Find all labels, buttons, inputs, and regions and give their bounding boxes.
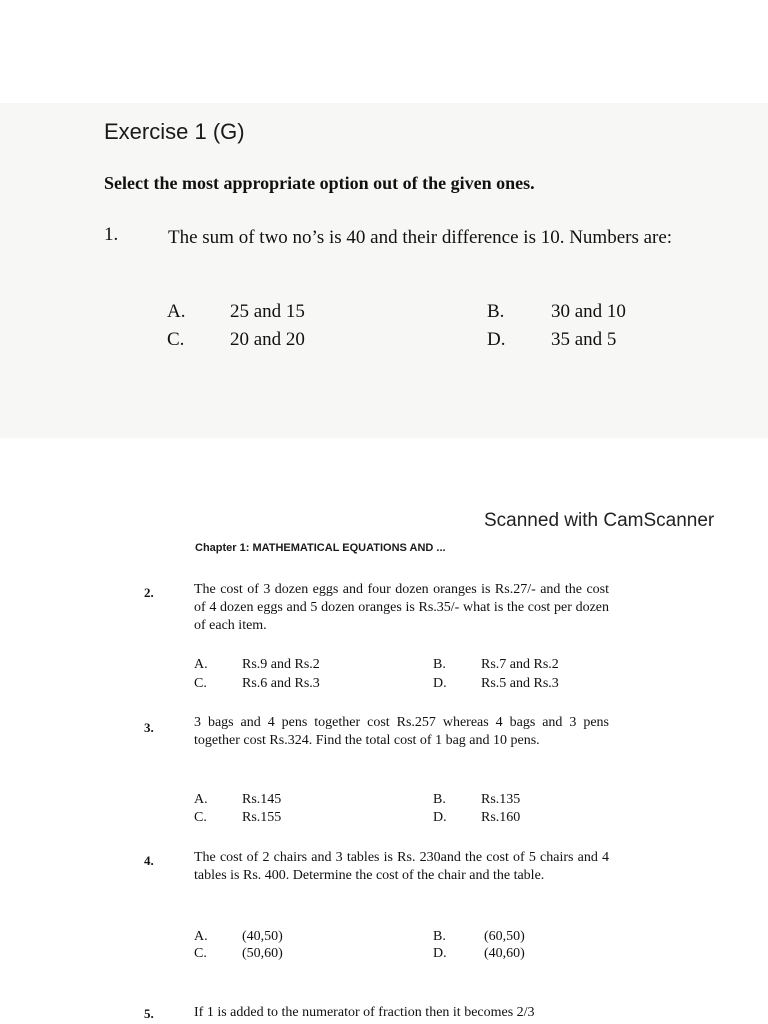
q3-option-d-letter: D. xyxy=(433,810,447,825)
q2-option-c-value: Rs.6 and Rs.3 xyxy=(242,676,320,691)
question-3-text: 3 bags and 4 pens together cost Rs.257 whereas 4 bags and 3 pens together cost Rs.324. Find the total cost of 1 bag and 10 pens. xyxy=(194,715,609,748)
q2-option-d-letter: D. xyxy=(433,676,447,691)
q3-option-b-letter: B. xyxy=(433,792,446,807)
q4-option-a-letter: A. xyxy=(194,929,208,944)
question-3-number: 3. xyxy=(144,720,154,735)
exercise-title: Exercise 1 (G) xyxy=(104,119,245,144)
question-1-number: 1. xyxy=(104,224,119,245)
q1-option-c-letter: C. xyxy=(167,329,185,350)
q1-option-a-value: 25 and 15 xyxy=(230,301,305,322)
camscanner-watermark: Scanned with CamScanner xyxy=(484,510,715,531)
q4-option-c-value: (50,60) xyxy=(242,946,283,961)
q3-option-a-letter: A. xyxy=(194,792,208,807)
q1-option-a-letter: A. xyxy=(167,301,186,322)
instruction: Select the most appropriate option out of the given ones. xyxy=(104,173,535,193)
q4-option-b-letter: B. xyxy=(433,929,446,944)
q1-option-c-value: 20 and 20 xyxy=(230,329,305,350)
q1-option-d-value: 35 and 5 xyxy=(551,329,617,350)
q4-option-d-value: (40,60) xyxy=(484,946,525,961)
q3-option-a-value: Rs.145 xyxy=(242,792,282,807)
q1-option-d-letter: D. xyxy=(487,329,506,350)
q3-option-d-value: Rs.160 xyxy=(481,810,521,825)
q1-option-b-letter: B. xyxy=(487,301,505,322)
q3-option-b-value: Rs.135 xyxy=(481,792,521,807)
q2-option-b-value: Rs.7 and Rs.2 xyxy=(481,657,559,672)
question-4-text: The cost of 2 chairs and 3 tables is Rs. 230and the cost of 5 chairs and 4 tables is Rs. 400. Determine the cost of the chair and the table. xyxy=(194,850,609,883)
q1-option-b-value: 30 and 10 xyxy=(551,301,626,322)
question-5-text: If 1 is added to the numerator of fraction then it becomes 2/3 xyxy=(194,1005,535,1020)
q2-option-b-letter: B. xyxy=(433,657,446,672)
chapter-header: Chapter 1: MATHEMATICAL EQUATIONS AND ... xyxy=(195,542,446,554)
q4-option-c-letter: C. xyxy=(194,946,207,961)
question-2-text: The cost of 3 dozen eggs and four dozen oranges is Rs.27/- and the cost of 4 dozen eggs and 5 dozen oranges is Rs.35/- what is the cost per dozen of each item. xyxy=(194,582,609,633)
question-4-number: 4. xyxy=(144,853,154,868)
q2-option-a-value: Rs.9 and Rs.2 xyxy=(242,657,320,672)
question-2-number: 2. xyxy=(144,585,154,600)
q3-option-c-letter: C. xyxy=(194,810,207,825)
q3-option-c-value: Rs.155 xyxy=(242,810,282,825)
q2-option-d-value: Rs.5 and Rs.3 xyxy=(481,676,559,691)
exercise-panel xyxy=(0,103,768,438)
question-1-text: The sum of two no’s is 40 and their difference is 10. Numbers are: xyxy=(168,227,673,248)
question-5-number: 5. xyxy=(144,1006,154,1021)
q4-option-d-letter: D. xyxy=(433,946,447,961)
q4-option-a-value: (40,50) xyxy=(242,929,283,944)
q4-option-b-value: (60,50) xyxy=(484,929,525,944)
q2-option-a-letter: A. xyxy=(194,657,208,672)
q2-option-c-letter: C. xyxy=(194,676,207,691)
